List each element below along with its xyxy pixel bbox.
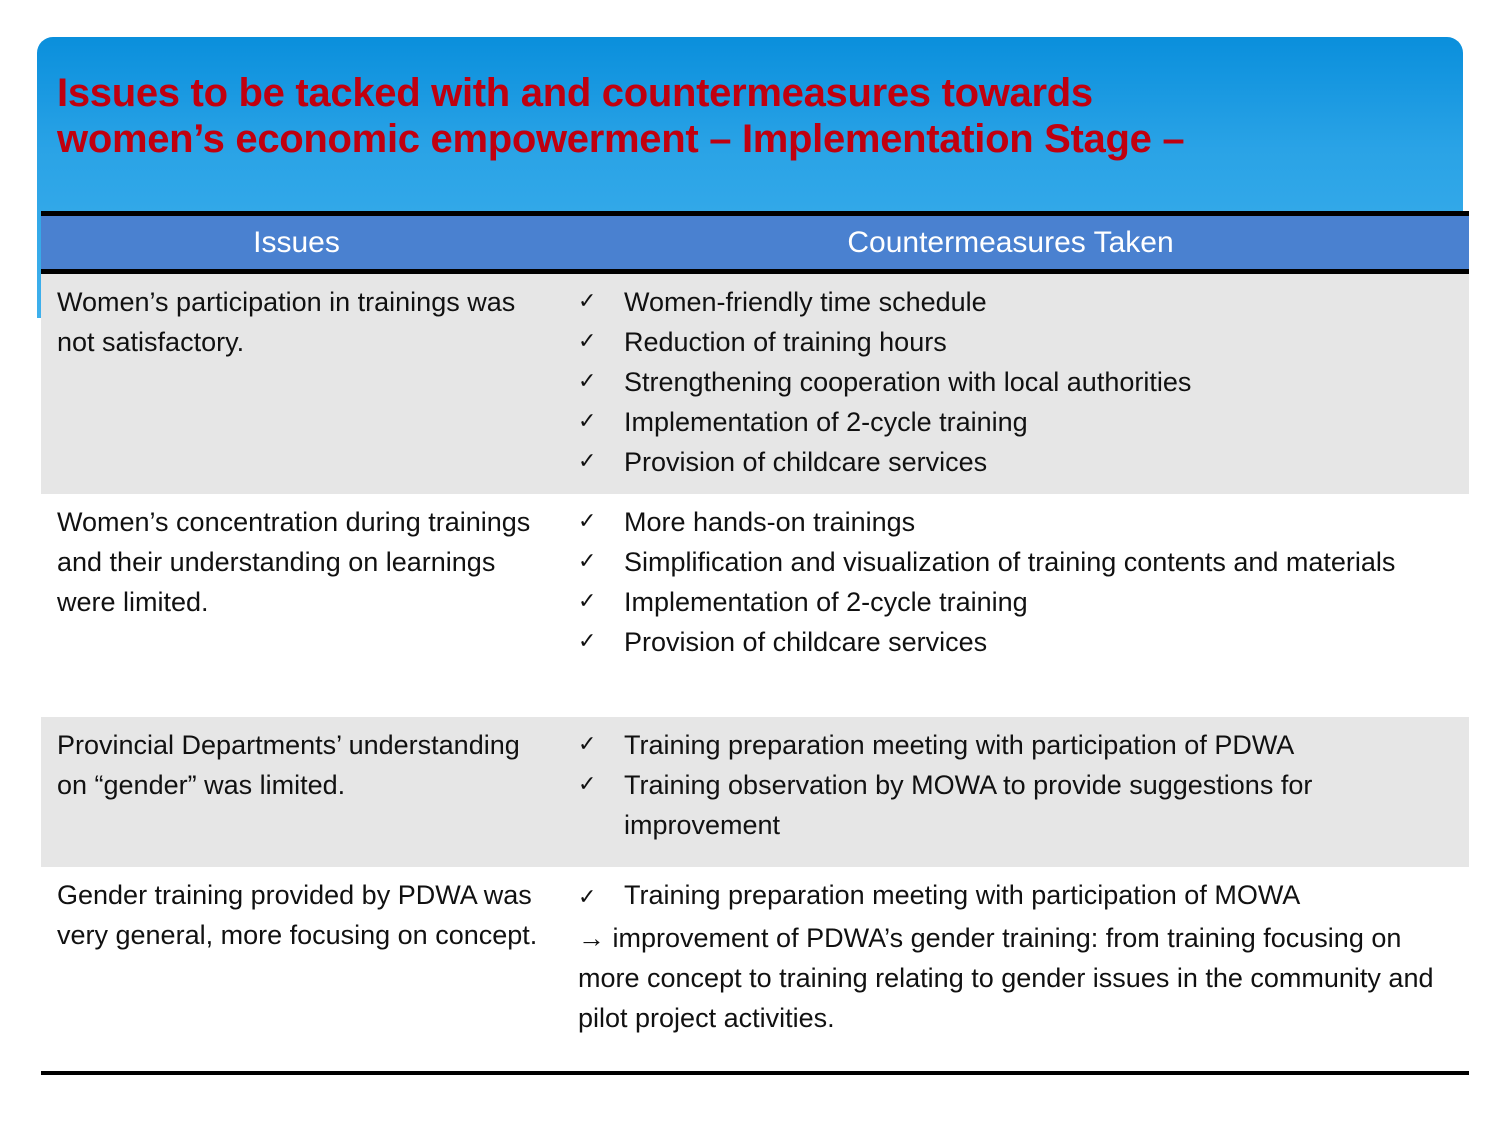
countermeasure-item: ✓ Provision of childcare services	[578, 442, 1469, 482]
table-row	[41, 717, 1469, 867]
column-header-issues: Issues	[253, 225, 340, 259]
countermeasure-detail: → improvement of PDWA’s gender training: from training focusing on more concept to training relating to gender issues in the community and pilot project activities.	[578, 923, 1434, 1033]
checkmark-icon: ✓	[578, 289, 597, 314]
countermeasure-item: ✓ Strengthening cooperation with local authorities	[578, 362, 1469, 402]
issue-cell: Gender training provided by PDWA was very general, more focusing on concept.	[57, 880, 538, 950]
countermeasure-item: ✓ Implementation of 2-cycle training	[578, 402, 1469, 442]
issue-cell: Provincial Departments’ understanding on “gender” was limited.	[57, 730, 520, 800]
table-row	[41, 494, 1469, 717]
countermeasure-item: ✓ Provision of childcare services	[578, 622, 1469, 662]
table-header-row	[41, 216, 1469, 269]
issues-countermeasures-table	[41, 211, 1469, 1075]
checkmark-icon: ✓	[578, 549, 597, 574]
checkmark-icon: ✓	[578, 409, 597, 434]
table-row	[41, 867, 1469, 1071]
checkmark-icon: ✓	[578, 449, 597, 474]
checkmark-icon: ✓	[578, 885, 597, 910]
checkmark-icon: ✓	[578, 629, 597, 654]
slide-title-line-2: women’s economic empowerment – Implementation Stage –	[57, 117, 1185, 161]
checkmark-icon: ✓	[578, 369, 597, 394]
checkmark-icon: ✓	[578, 329, 597, 354]
countermeasure-item: ✓ More hands-on trainings	[578, 502, 1469, 542]
countermeasure-item: ✓ Women-friendly time schedule	[578, 282, 1469, 322]
checkmark-icon: ✓	[578, 732, 597, 757]
countermeasure-text: Training preparation meeting with participation of MOWA	[624, 880, 1301, 910]
table-bottom-rule	[41, 1071, 1469, 1075]
checkmark-icon: ✓	[578, 772, 597, 797]
checkmark-icon: ✓	[578, 589, 597, 614]
countermeasure-item: ✓ Training preparation meeting with participation of PDWA	[578, 725, 1469, 765]
column-header-countermeasures: Countermeasures Taken	[847, 225, 1174, 259]
issue-cell: Women’s participation in trainings was not satisfactory.	[57, 287, 516, 357]
table-row	[41, 274, 1469, 494]
slide-title-line-1: Issues to be tacked with and countermeasures towards	[57, 71, 1093, 115]
countermeasures-cell	[552, 717, 1469, 867]
countermeasure-item: ✓ Simplification and visualization of training contents and materials	[578, 542, 1469, 582]
checkmark-icon: ✓	[578, 509, 597, 534]
countermeasure-item: ✓ Training observation by MOWA to provide suggestions for improvement	[578, 765, 1469, 845]
countermeasure-item: ✓ Reduction of training hours	[578, 322, 1469, 362]
countermeasures-cell	[552, 494, 1469, 717]
slide-title	[57, 70, 1437, 162]
countermeasures-cell	[552, 274, 1469, 494]
issue-cell: Women’s concentration during trainings and their understanding on learnings were limited.	[57, 507, 531, 617]
countermeasure-item: ✓ Implementation of 2-cycle training	[578, 582, 1469, 622]
countermeasures-cell	[552, 867, 1469, 1071]
